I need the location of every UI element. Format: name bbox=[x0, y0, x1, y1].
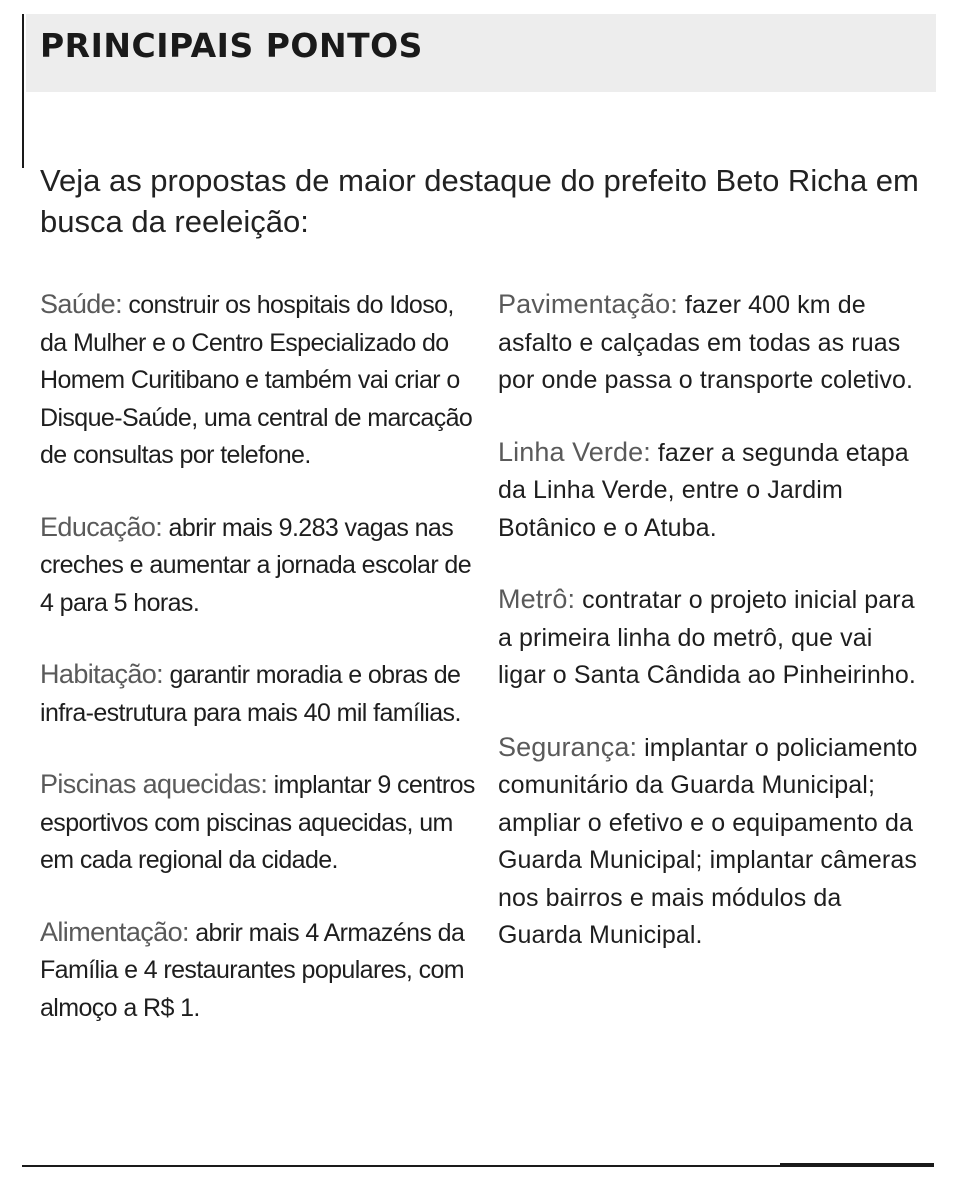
item-label: Linha Verde: bbox=[498, 436, 651, 467]
item-habitacao bbox=[40, 656, 480, 732]
right-column bbox=[498, 286, 918, 989]
left-column bbox=[40, 286, 480, 1061]
item-text: garantir moradia e obras de infra-estrutura para mais 40 mil famílias. bbox=[40, 661, 461, 727]
item-seguranca bbox=[498, 729, 918, 955]
item-saude bbox=[40, 286, 480, 475]
bottom-rule-accent bbox=[780, 1163, 934, 1166]
item-label: Metrô: bbox=[498, 584, 576, 614]
item-text: contratar o projeto inicial para a primeira linha do metrô, que vai ligar o Santa Cândida ao Pinheirinho. bbox=[498, 586, 916, 689]
intro-text: Veja as propostas de maior destaque do prefeito Beto Richa em busca da reeleição: bbox=[40, 163, 919, 239]
item-alimentacao bbox=[40, 914, 480, 1028]
item-label: Habitação: bbox=[40, 659, 164, 689]
page-title: PRINCIPAIS PONTOS bbox=[40, 26, 423, 65]
left-vertical-rule bbox=[22, 14, 24, 168]
item-label: Saúde: bbox=[40, 289, 122, 319]
item-label: Piscinas aquecidas: bbox=[40, 769, 268, 799]
item-label: Pavimentação: bbox=[498, 289, 678, 319]
item-label: Alimentação: bbox=[40, 916, 189, 947]
item-text: abrir mais 4 Armazéns da Família e 4 restaurantes populares, com almoço a R$ 1. bbox=[40, 918, 465, 1022]
item-text: fazer 400 km de asfalto e calçadas em todas as ruas por onde passa o transporte coletivo. bbox=[498, 291, 914, 394]
item-text: implantar 9 centros esportivos com piscinas aquecidas, um em cada regional da cidade. bbox=[40, 771, 475, 874]
item-linha-verde bbox=[498, 434, 918, 548]
item-text: implantar o policiamento comunitário da Guarda Municipal; ampliar o efetivo e o equipamento da Guarda Municipal; implantar câmeras nos bairros e mais módulos da Guarda Municipal. bbox=[498, 733, 918, 949]
item-text: abrir mais 9.283 vagas nas creches e aumentar a jornada escolar de 4 para 5 horas. bbox=[40, 513, 472, 617]
item-educacao bbox=[40, 509, 480, 623]
item-label: Segurança: bbox=[498, 731, 638, 762]
item-text: fazer a segunda etapa da Linha Verde, entre o Jardim Botânico e o Atuba. bbox=[498, 438, 909, 542]
item-metro bbox=[498, 581, 918, 695]
item-text: construir os hospitais do Idoso, da Mulher e o Centro Especializado do Homem Curitibano e também vai criar o Disque-Saúde, uma central de marcação de consultas por telefone. bbox=[40, 291, 473, 469]
item-piscinas bbox=[40, 766, 480, 880]
item-pavimentacao bbox=[498, 286, 918, 400]
item-label: Educação: bbox=[40, 511, 163, 542]
